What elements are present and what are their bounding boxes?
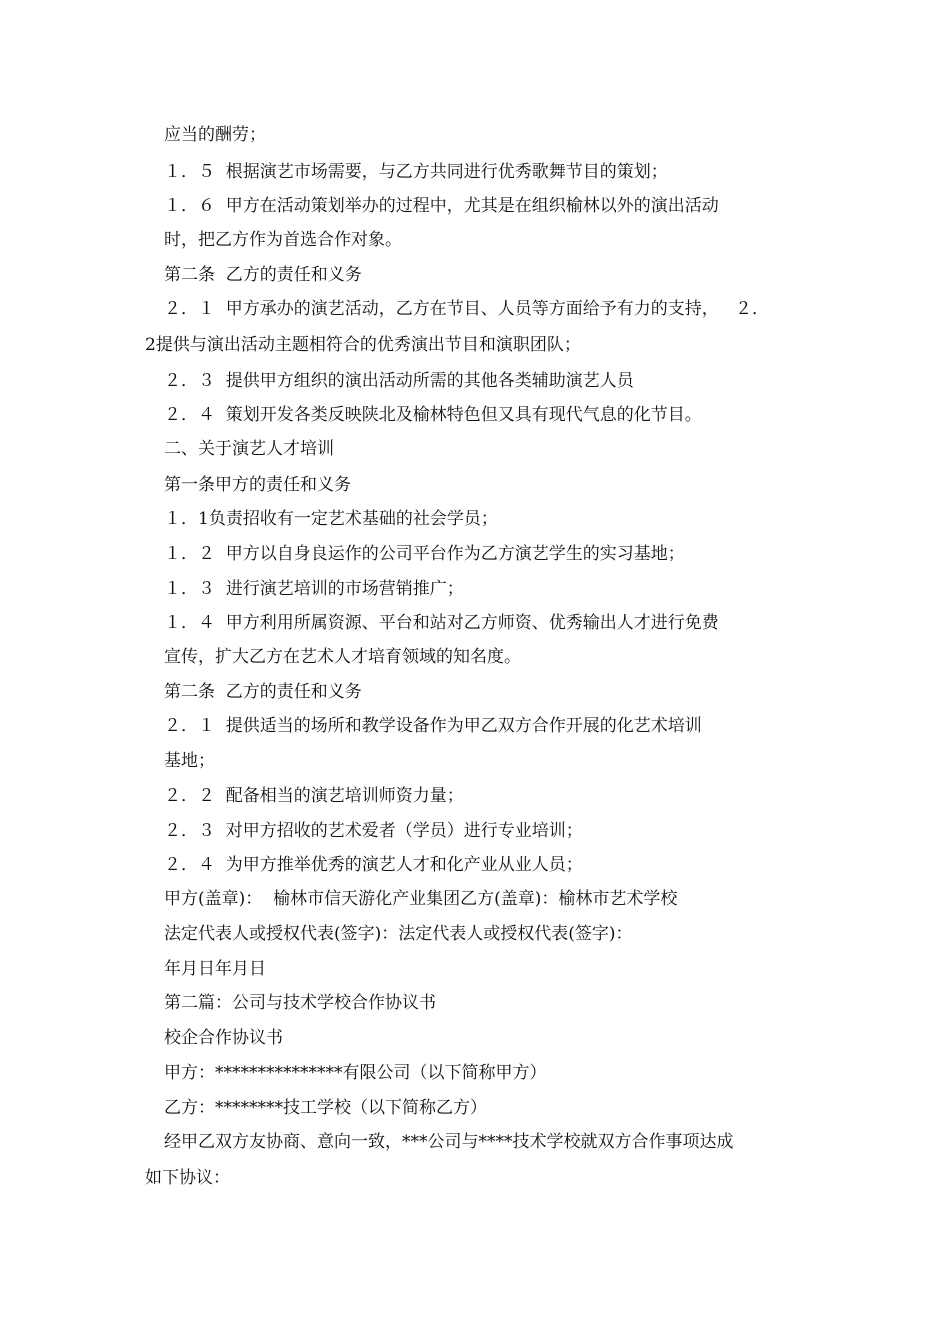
text-line: 基地； — [164, 751, 215, 771]
text-line: １．４ 甲方利用所属资源、平台和站对乙方师资、优秀输出人才进行免费 — [164, 613, 719, 633]
text-line: ２．３ 提供甲方组织的演出活动所需的其他各类辅助演艺人员 — [164, 371, 634, 391]
text-line: ２．１ 提供适当的场所和教学设备作为甲乙双方合作开展的化艺术培训 — [164, 716, 702, 736]
section-heading: 第二条 乙方的责任和义务 — [164, 682, 362, 702]
party-b: 乙方：********技工学校（以下简称乙方） — [164, 1098, 487, 1118]
chapter-title: 第二篇：公司与技术学校合作协议书 — [164, 993, 436, 1013]
text-line: 宣传，扩大乙方在艺术人才培育领域的知名度。 — [164, 647, 521, 667]
text-line: １．２ 甲方以自身良运作的公司平台作为乙方演艺学生的实习基地； — [164, 544, 685, 564]
text-line: １．５ 根据演艺市场需要，与乙方共同进行优秀歌舞节目的策划； — [164, 162, 668, 182]
text-line: 经甲乙双方友协商、意向一致，***公司与****技术学校就双方合作事项达成 — [164, 1132, 734, 1152]
party-a: 甲方：***************有限公司（以下简称甲方） — [164, 1063, 547, 1083]
text-line: １．1负责招收有一定艺术基础的社会学员； — [164, 509, 498, 529]
text-line: 如下协议： — [145, 1168, 230, 1188]
text-line: ２．３ 对甲方招收的艺术爱者（学员）进行专业培训； — [164, 821, 583, 841]
section-heading: 二、关于演艺人才培训 — [164, 439, 334, 459]
text-line: ２．４ 策划开发各类反映陕北及榆林特色但又具有现代气息的化节目。 — [164, 405, 702, 425]
section-heading: 第二条 乙方的责任和义务 — [164, 265, 362, 285]
text-line: 时，把乙方作为首选合作对象。 — [164, 230, 402, 250]
text-line: １．３ 进行演艺培训的市场营销推广； — [164, 579, 464, 599]
text-line: 应当的酬劳； — [164, 125, 266, 145]
text-line: ２．２ 配备相当的演艺培训师资力量； — [164, 786, 464, 806]
signature-representatives: 法定代表人或授权代表(签字)：法定代表人或授权代表(签字)： — [164, 924, 633, 944]
text-line: １．６ 甲方在活动策划举办的过程中，尤其是在组织榆林以外的演出活动 — [164, 196, 719, 216]
agreement-title: 校企合作协议书 — [164, 1028, 283, 1048]
text-line: ２．４ 为甲方推举优秀的演艺人才和化产业从业人员； — [164, 855, 583, 875]
text-line: ２．１ 甲方承办的演艺活动，乙方在节目、人员等方面给予有力的支持， ２． — [164, 299, 770, 319]
section-heading: 第一条甲方的责任和义务 — [164, 475, 351, 495]
signature-dates: 年月日年月日 — [164, 959, 266, 979]
text-line: 2提供与演出活动主题相符合的优秀演出节目和演职团队； — [145, 335, 581, 355]
signature-parties: 甲方(盖章)： 榆林市信天游化产业集团乙方(盖章)：榆林市艺术学校 — [164, 889, 678, 909]
